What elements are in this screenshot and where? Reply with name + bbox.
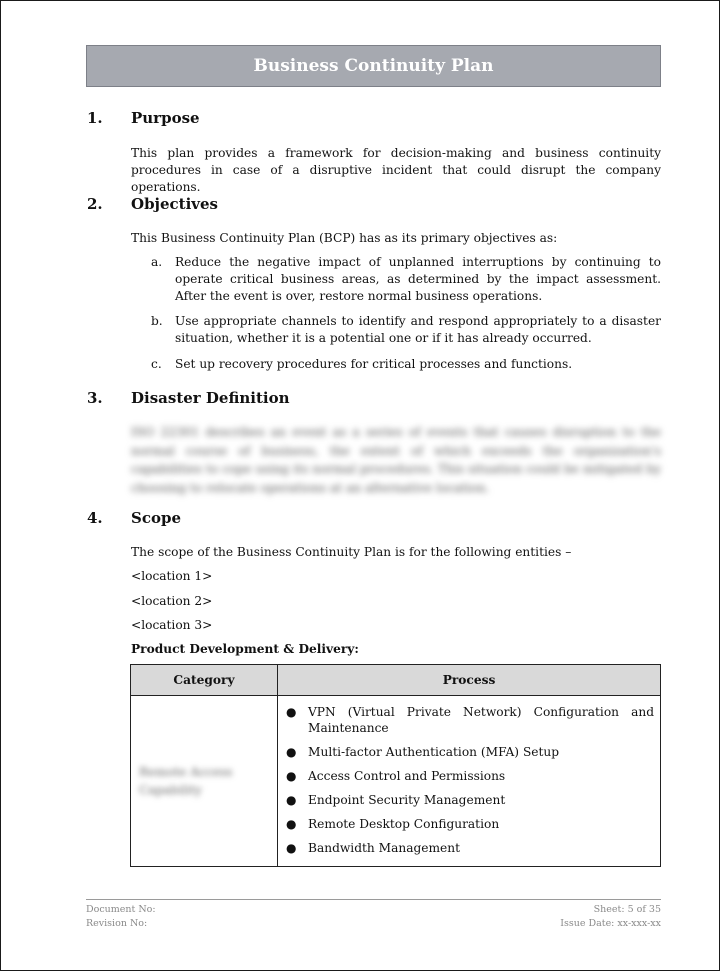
bullet-icon: ●	[286, 817, 297, 831]
footer-sheet: Sheet: 5 of 35	[593, 904, 661, 915]
list-item	[286, 792, 654, 808]
footer-divider	[86, 899, 661, 900]
process-cell	[278, 696, 661, 867]
process-table	[130, 664, 661, 867]
process-text: Multi-factor Authentication (MFA) Setup	[308, 745, 560, 759]
table-header-row	[131, 665, 661, 696]
process-text: Access Control and Permissions	[308, 769, 506, 783]
document-title-bar	[86, 45, 661, 87]
category-blurred-line: Capability	[139, 783, 202, 797]
bullet-icon: ●	[286, 769, 297, 783]
category-cell	[131, 696, 278, 867]
process-list	[278, 696, 660, 866]
list-item	[286, 816, 654, 832]
section-1-text: This plan provides a framework for decision-making and business continuity procedures in case of a disruptive incident that could disrupt the company operations.	[131, 146, 661, 194]
column-header-process: Process	[278, 665, 661, 696]
list-item	[286, 744, 654, 760]
objective-marker: b.	[151, 314, 163, 328]
list-item	[286, 704, 654, 736]
footer-document-no: Document No:	[86, 904, 156, 915]
process-text: Remote Desktop Configuration	[308, 817, 500, 831]
document-title: Business Continuity Plan	[253, 56, 494, 76]
section-2-number: 2.	[87, 195, 103, 213]
list-item	[286, 768, 654, 784]
process-text: Bandwidth Management	[308, 841, 461, 855]
footer-issue-date: Issue Date: xx-xxx-xx	[560, 918, 661, 929]
list-item	[286, 840, 654, 856]
section-4-number: 4.	[87, 509, 103, 527]
process-text: Endpoint Security Management	[308, 793, 506, 807]
location-3: <location 3>	[131, 618, 213, 632]
location-1: <location 1>	[131, 569, 213, 583]
section-1-number: 1.	[87, 109, 103, 127]
process-text: VPN (Virtual Private Network) Configuration and Maintenance	[308, 705, 654, 735]
table-subheading: Product Development & Delivery:	[131, 642, 359, 656]
objective-text: Reduce the negative impact of unplanned interruptions by continuing to operate critical business areas, as determined by the impact assessment. After the event is over, restore normal business operations.	[175, 255, 661, 303]
table-row	[131, 696, 661, 867]
footer-revision-no: Revision No:	[86, 918, 148, 929]
objective-marker: c.	[151, 357, 162, 371]
section-4-title: Scope	[131, 509, 182, 527]
objective-text: Use appropriate channels to identify and respond appropriately to a disaster situation, whether it is a potential one or if it has already occurred.	[175, 314, 661, 345]
section-4-intro: The scope of the Business Continuity Plan is for the following entities –	[131, 545, 572, 559]
bullet-icon: ●	[286, 705, 297, 719]
section-3-number: 3.	[87, 389, 103, 407]
section-2-title: Objectives	[131, 195, 218, 213]
section-3-blurred-text: ISO 22301 describes an event as a series of events that causes disruption to the normal course of business, the extent of which exceeds the organization's capabilities to cope using its normal procedures. This situation could be mitigated by choosing to relocate operations at an alternative location.	[131, 425, 661, 495]
objective-text: Set up recovery procedures for critical processes and functions.	[175, 357, 573, 371]
bullet-icon: ●	[286, 841, 297, 855]
section-3-title: Disaster Definition	[131, 389, 290, 407]
column-header-category: Category	[131, 665, 278, 696]
objective-marker: a.	[151, 255, 163, 269]
section-1-title: Purpose	[131, 109, 200, 127]
category-blurred-line: Remote Access	[139, 765, 233, 779]
location-2: <location 2>	[131, 594, 213, 608]
section-2-intro: This Business Continuity Plan (BCP) has as its primary objectives as:	[131, 231, 558, 245]
bullet-icon: ●	[286, 793, 297, 807]
bullet-icon: ●	[286, 745, 297, 759]
